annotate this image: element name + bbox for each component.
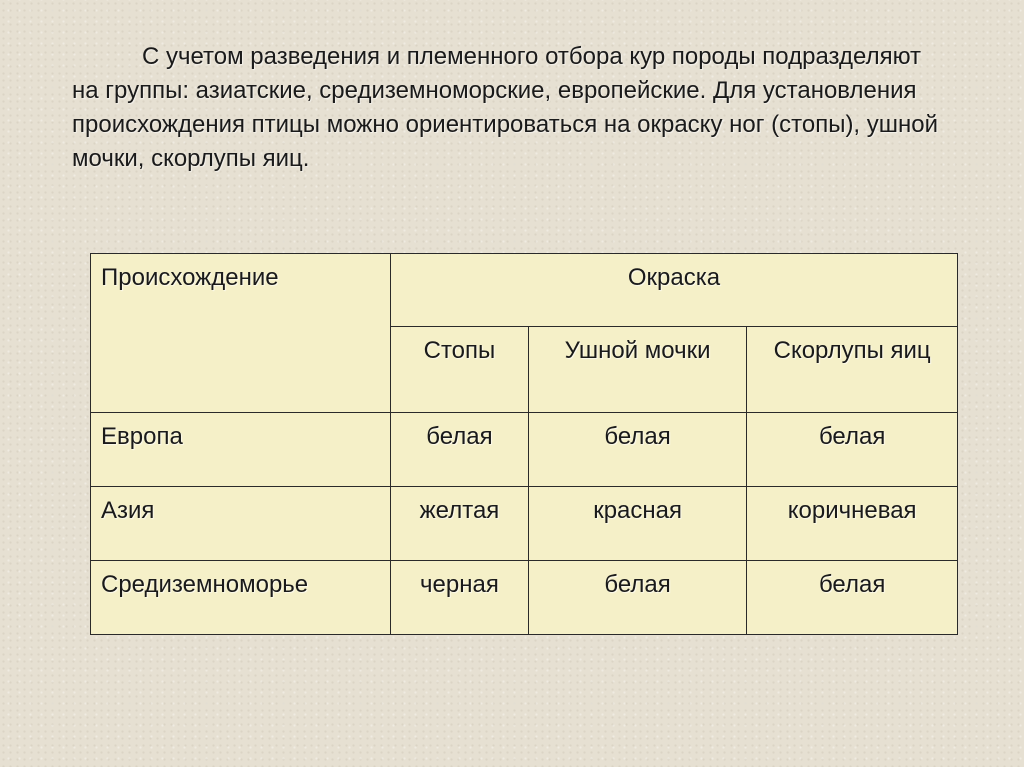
- origin-cell: Азия: [91, 487, 391, 561]
- earlobe-cell: белая: [528, 561, 746, 635]
- shell-header: Скорлупы яиц: [747, 327, 958, 413]
- table-row: [91, 413, 958, 487]
- feet-cell: белая: [391, 413, 529, 487]
- earlobe-header: Ушной мочки: [528, 327, 746, 413]
- coloration-table: [90, 253, 958, 635]
- table-row: [91, 561, 958, 635]
- origin-cell: Средиземноморье: [91, 561, 391, 635]
- shell-cell: коричневая: [747, 487, 958, 561]
- shell-cell: белая: [747, 413, 958, 487]
- earlobe-cell: белая: [528, 413, 746, 487]
- feet-cell: черная: [391, 561, 529, 635]
- table-row: [91, 487, 958, 561]
- color-header: Окраска: [391, 254, 958, 327]
- earlobe-cell: красная: [528, 487, 746, 561]
- origin-cell: Европа: [91, 413, 391, 487]
- origin-header: Происхождение: [91, 254, 391, 413]
- table-header-row: [91, 254, 958, 327]
- feet-cell: желтая: [391, 487, 529, 561]
- shell-cell: белая: [747, 561, 958, 635]
- feet-header: Стопы: [391, 327, 529, 413]
- intro-paragraph: С учетом разведения и племенного отбора кур породы подразделяют на группы: азиатские, средиземноморские, европейские. Для установления происхождения птицы можно ориентироваться на окраску ног (стопы), ушной мочки, скорлупы яиц.: [72, 43, 939, 172]
